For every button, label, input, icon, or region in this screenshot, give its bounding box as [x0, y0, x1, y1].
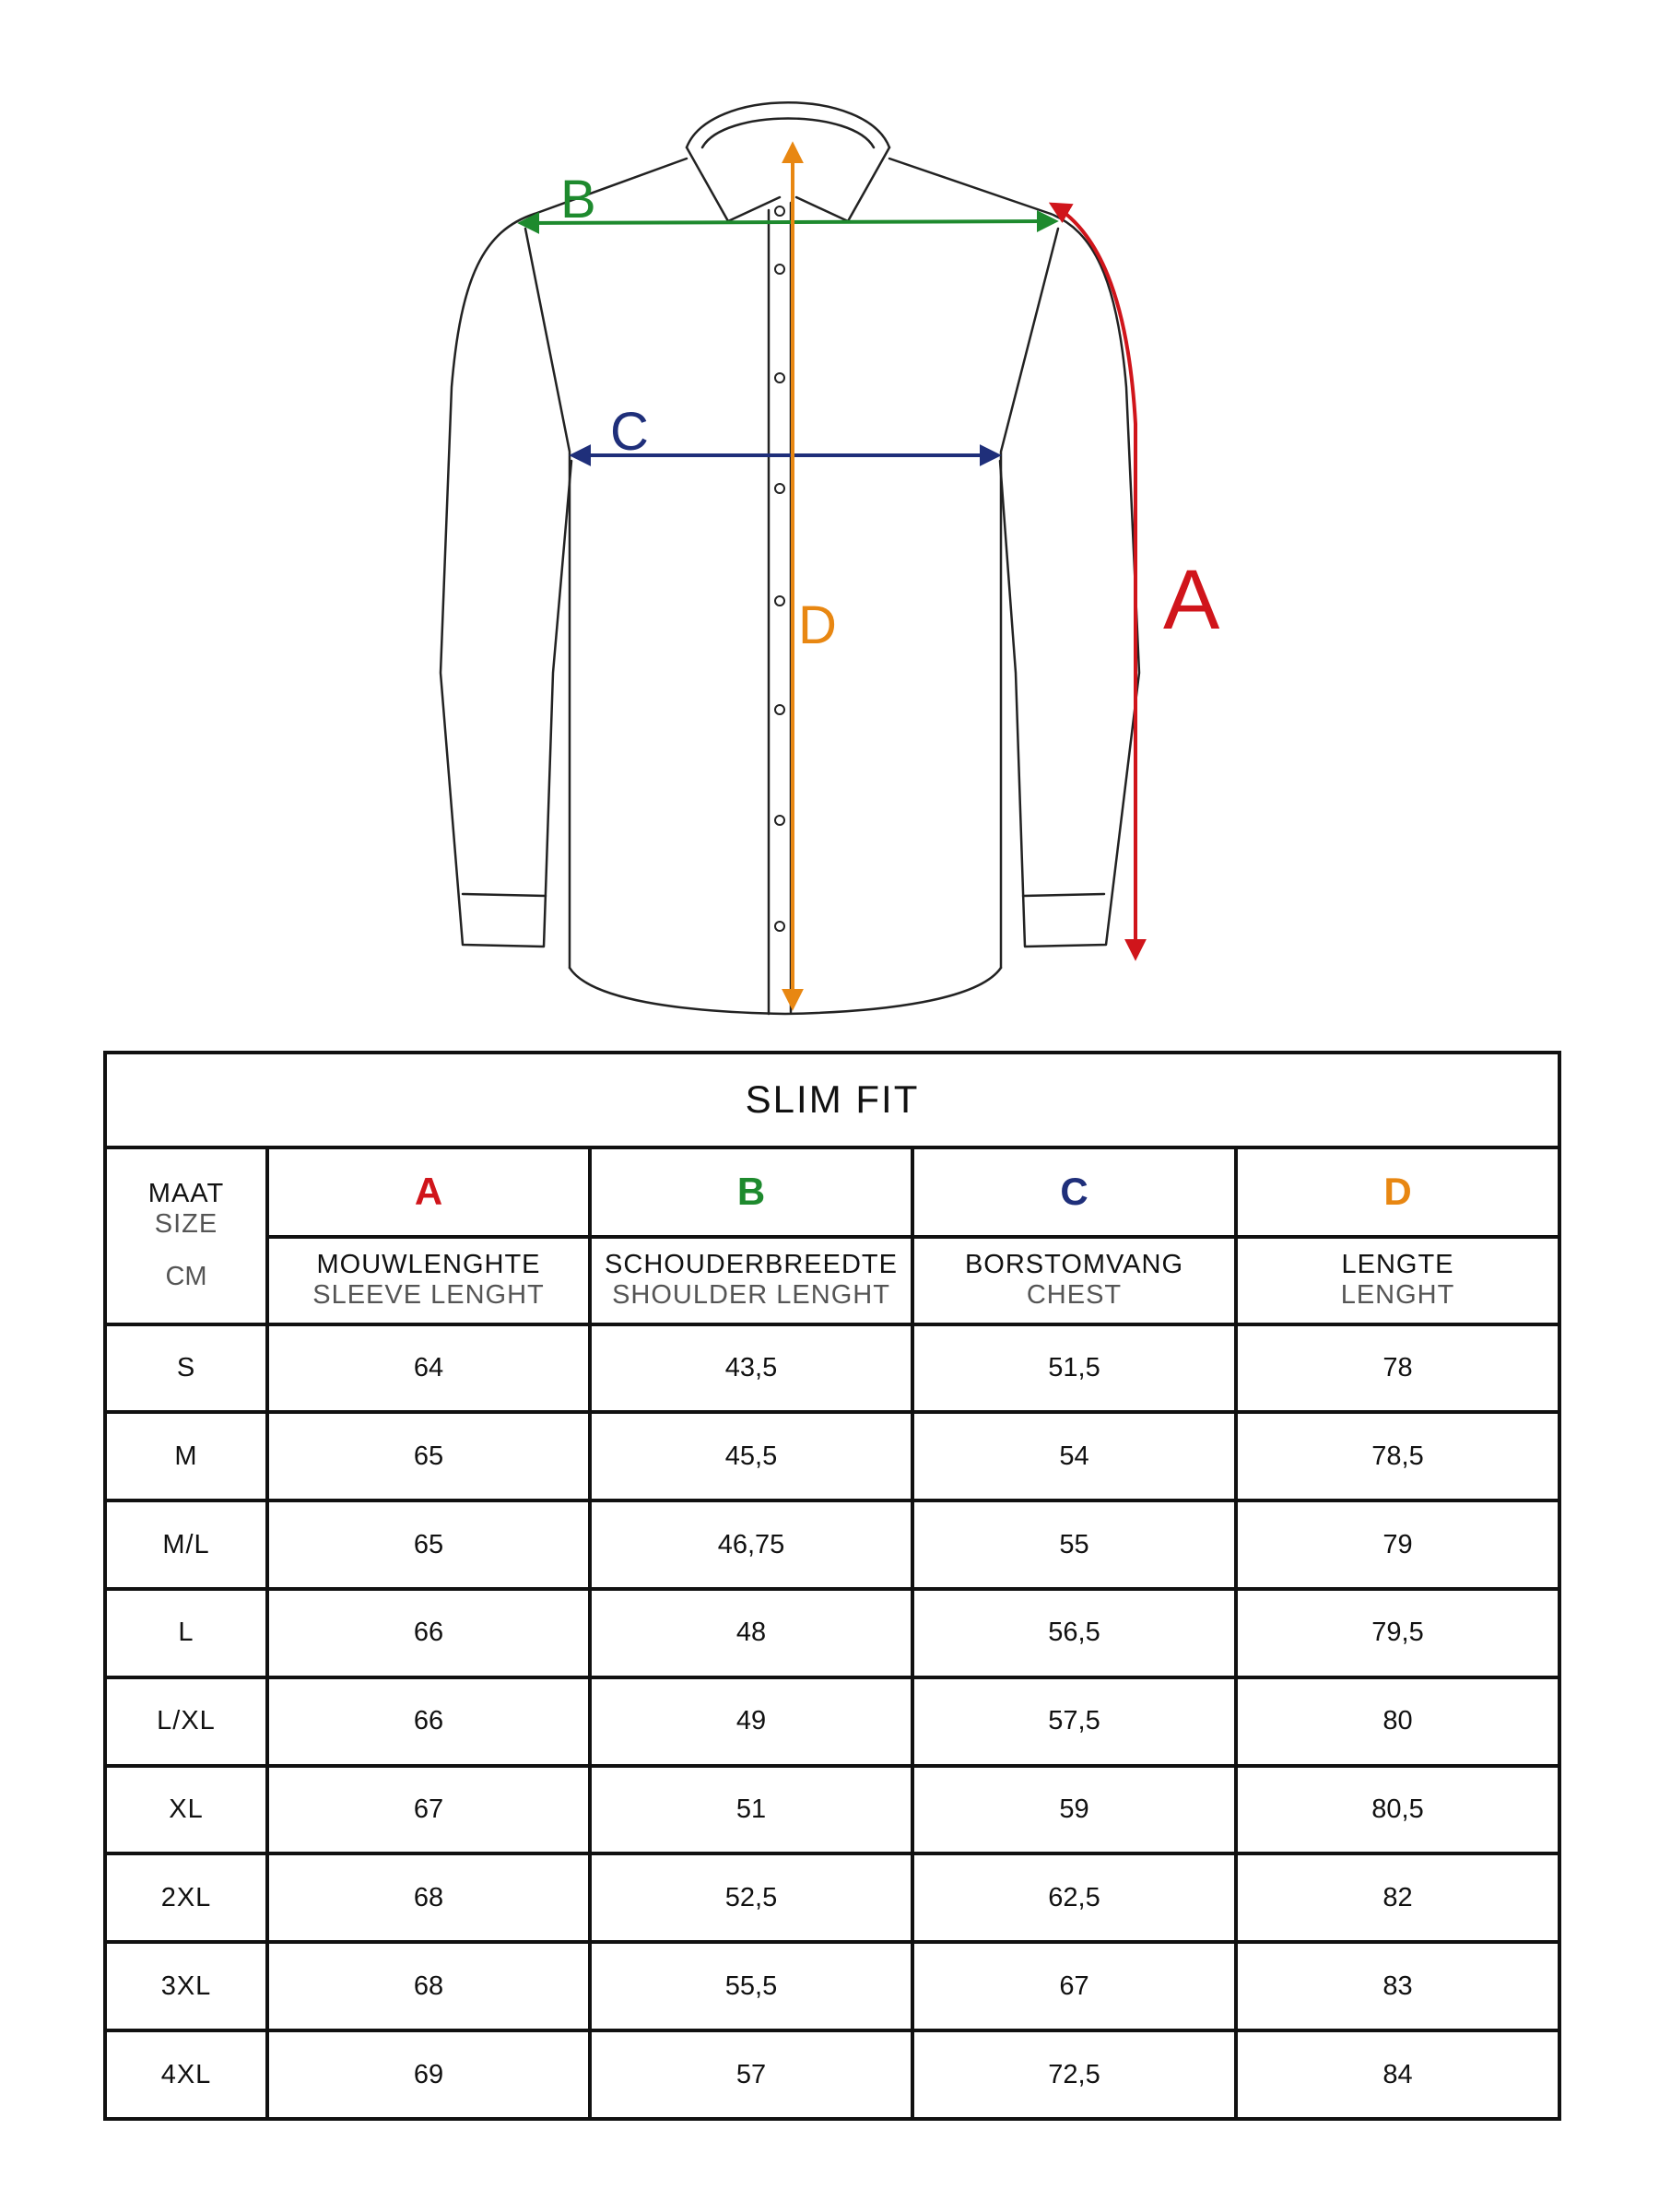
measurement-cell: 66 [267, 1589, 590, 1677]
column-name-en: LENGHT [1340, 1280, 1455, 1311]
size-header-en: SIZE [154, 1209, 218, 1240]
column-name-en: SHOULDER LENGHT [612, 1280, 890, 1311]
measurement-cell: 78,5 [1236, 1412, 1559, 1500]
column-letter-a [267, 1147, 590, 1237]
column-header-shoulder [590, 1237, 912, 1324]
size-cell: M/L [105, 1500, 267, 1589]
table-row [105, 1412, 1559, 1500]
measurement-cell: 79,5 [1236, 1589, 1559, 1677]
shirt-button [775, 705, 784, 714]
measurement-cell: 55 [912, 1500, 1236, 1589]
measurement-cell: 72,5 [912, 2030, 1236, 2119]
measurement-cell: 45,5 [590, 1412, 912, 1500]
measurement-cell: 57,5 [912, 1677, 1236, 1766]
buttons [775, 206, 784, 931]
size-cell: L/XL [105, 1677, 267, 1766]
size-cell: XL [105, 1766, 267, 1854]
measurement-cell: 55,5 [590, 1942, 912, 2030]
size-cell: 3XL [105, 1942, 267, 2030]
size-column-header [105, 1147, 267, 1324]
column-header-sleeve [267, 1237, 590, 1324]
shirt-button [775, 484, 784, 493]
letter-c: C [1060, 1170, 1088, 1214]
measurement-cell: 65 [267, 1412, 590, 1500]
table-row [105, 2030, 1559, 2119]
shirt-diagram [0, 0, 1659, 1032]
measurement-cell: 43,5 [590, 1324, 912, 1413]
size-cell: L [105, 1589, 267, 1677]
measurement-cell: 64 [267, 1324, 590, 1413]
column-name-nl: MOUWLENGHTE [316, 1250, 541, 1280]
size-cell: 2XL [105, 1853, 267, 1942]
shirt-button [775, 816, 784, 825]
table-row [105, 1589, 1559, 1677]
measurement-cell: 52,5 [590, 1853, 912, 1942]
letter-b: B [736, 1170, 766, 1214]
column-header-chest [912, 1237, 1236, 1324]
measurement-cell: 66 [267, 1677, 590, 1766]
sleeve-length-arrow [1053, 205, 1135, 957]
letter-a: A [414, 1170, 443, 1214]
measurement-cell: 68 [267, 1942, 590, 2030]
size-header-nl: MAAT [147, 1179, 225, 1209]
shirt-outline [441, 102, 1139, 1014]
measurement-cell: 65 [267, 1500, 590, 1589]
table-row [105, 1766, 1559, 1854]
label-d: D [798, 595, 837, 655]
letter-d: D [1383, 1170, 1412, 1214]
measurement-cell: 49 [590, 1677, 912, 1766]
measurement-cell: 54 [912, 1412, 1236, 1500]
measurement-cell: 68 [267, 1853, 590, 1942]
measurement-cell: 67 [267, 1766, 590, 1854]
table-row [105, 1942, 1559, 2030]
table-title: SLIM FIT [105, 1053, 1559, 1147]
column-name-nl: SCHOUDERBREEDTE [605, 1250, 898, 1280]
size-cell: M [105, 1412, 267, 1500]
measurement-cell: 78 [1236, 1324, 1559, 1413]
measurement-cell: 69 [267, 2030, 590, 2119]
measurement-cell: 51 [590, 1766, 912, 1854]
column-name-en: CHEST [1026, 1280, 1123, 1311]
measurement-cell: 82 [1236, 1853, 1559, 1942]
measurement-cell: 59 [912, 1766, 1236, 1854]
column-letter-c [912, 1147, 1236, 1237]
measurement-cell: 84 [1236, 2030, 1559, 2119]
shirt-button [775, 922, 784, 931]
measurement-cell: 56,5 [912, 1589, 1236, 1677]
table-row [105, 1500, 1559, 1589]
measurement-cell: 46,75 [590, 1500, 912, 1589]
label-a: A [1163, 553, 1220, 647]
shirt-button [775, 596, 784, 606]
size-cell: 4XL [105, 2030, 267, 2119]
measurement-cell: 83 [1236, 1942, 1559, 2030]
table-row [105, 1324, 1559, 1413]
size-chart-table [103, 1051, 1561, 2121]
column-header-length [1236, 1237, 1559, 1324]
measurement-cell: 57 [590, 2030, 912, 2119]
measurement-cell: 51,5 [912, 1324, 1236, 1413]
label-c: C [610, 402, 649, 462]
measurement-cell: 62,5 [912, 1853, 1236, 1942]
measurement-cell: 79 [1236, 1500, 1559, 1589]
column-letter-d [1236, 1147, 1559, 1237]
column-name-nl: BORSTOMVANG [964, 1250, 1184, 1280]
table-row [105, 1853, 1559, 1942]
table-row [105, 1677, 1559, 1766]
column-name-en: SLEEVE LENGHT [312, 1280, 545, 1311]
column-letter-b [590, 1147, 912, 1237]
column-name-nl: LENGTE [1341, 1250, 1454, 1280]
shirt-button [775, 373, 784, 382]
shirt-button [775, 265, 784, 274]
unit-label: CM [165, 1262, 207, 1292]
shirt-button [775, 206, 784, 216]
shoulder-length-arrow [522, 221, 1054, 223]
label-b: B [560, 170, 596, 229]
measurement-cell: 48 [590, 1589, 912, 1677]
measurement-cell: 80 [1236, 1677, 1559, 1766]
measurement-cell: 67 [912, 1942, 1236, 2030]
measurement-cell: 80,5 [1236, 1766, 1559, 1854]
size-cell: S [105, 1324, 267, 1413]
